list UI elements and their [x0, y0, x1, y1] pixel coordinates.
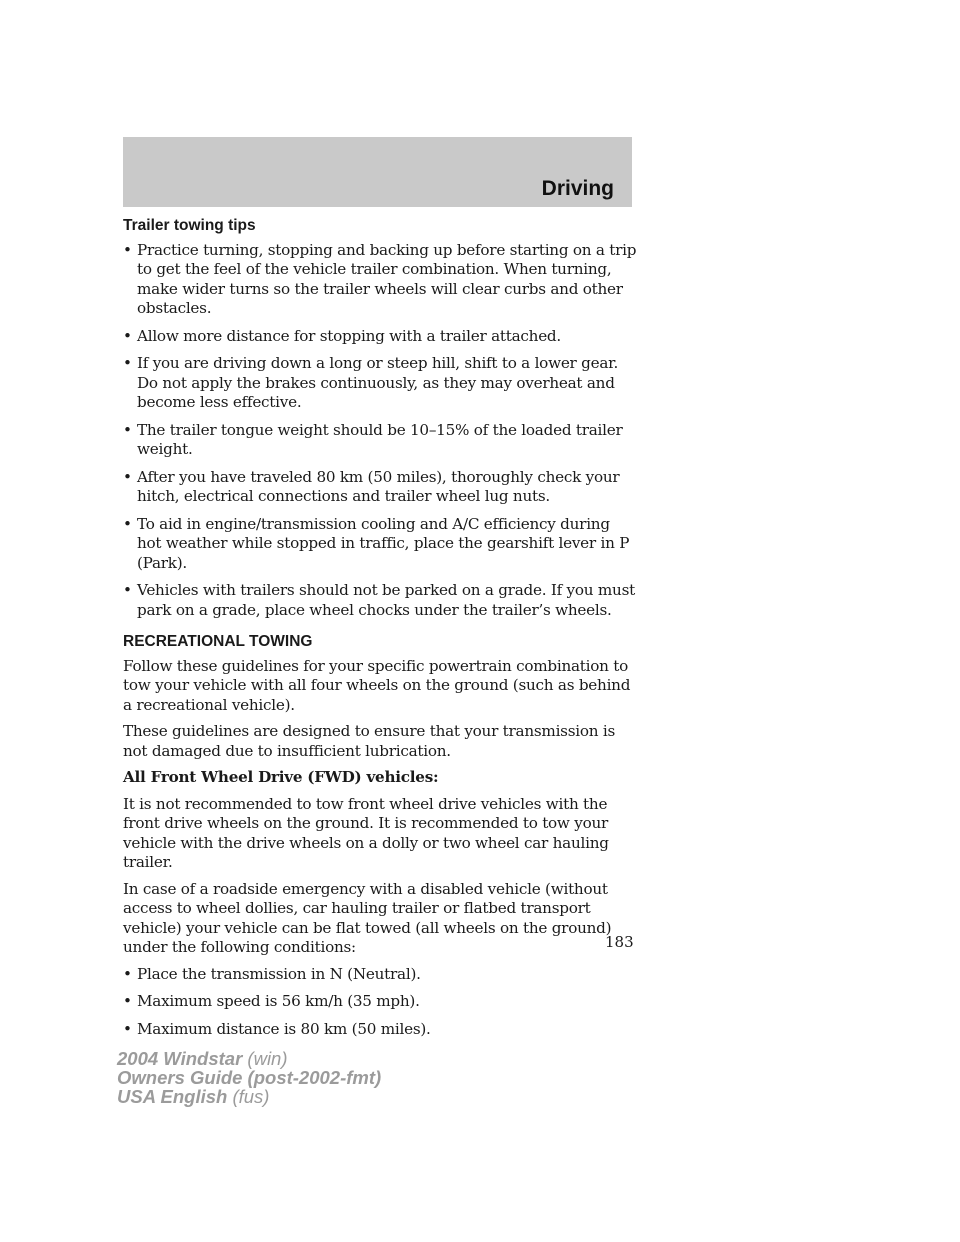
bullet-icon: • [123, 326, 132, 345]
bullet-icon: • [123, 354, 132, 372]
footer-line: Owners Guide (post-2002-fmt) [117, 1067, 382, 1088]
list-item: • Allow more distance for stopping with a trailer attached. [123, 326, 561, 345]
document-footer [117, 1049, 381, 1106]
list-item: • Practice turning, stopping and backing up before starting on a trip to get the feel of the vehicle trailer combination. When turning, make wider turns so the trailer wheels will clear curbs and other obstacles. [123, 240, 637, 317]
section-header-band [123, 137, 632, 207]
list-item: • Vehicles with trailers should not be parked on a grade. If you must park on a grade, place wheel chocks under the trailer’s wheels. [123, 581, 635, 619]
bullet-icon: • [123, 1019, 132, 1038]
bullet-icon: • [123, 420, 132, 439]
paragraph: It is not recommended to tow front wheel drive vehicles with the front drive wheels on the ground. It is recommended to tow your vehicle with the drive wheels on a dolly or two wheel car hauling trailer. [123, 794, 609, 871]
bullet-icon: • [123, 964, 132, 983]
list-item: • The trailer tongue weight should be 10–15% of the loaded trailer weight. [123, 420, 623, 458]
paragraph: These guidelines are designed to ensure that your transmission is not damaged due to insufficient lubrication. [123, 722, 616, 760]
trailer-tips-heading: Trailer towing tips [123, 217, 256, 234]
list-item: • To aid in engine/transmission cooling and A/C efficiency during hot weather while stopped in traffic, place the gearshift lever in P (Park). [123, 514, 630, 572]
list-item: • Place the transmission in N (Neutral). [123, 964, 421, 983]
paragraph: In case of a roadside emergency with a disabled vehicle (without access to wheel dollies, car hauling trailer or flatbed transport vehicle) your vehicle can be flat towed (all wheels on the ground) under the following conditions: [123, 879, 612, 956]
bullet-icon: • [123, 992, 132, 1010]
page-content [123, 216, 638, 1047]
fwd-heading: All Front Wheel Drive (FWD) vehicles: [123, 768, 439, 786]
paragraph: Follow these guidelines for your specific powertrain combination to tow your vehicle with all four wheels on the ground (such as behind a recreational vehicle). [123, 656, 631, 714]
bullet-icon: • [123, 467, 132, 486]
list-item: • After you have traveled 80 km (50 miles), thoroughly check your hitch, electrical connections and trailer wheel lug nuts. [123, 467, 620, 505]
footer-line: USA English (fus) [117, 1086, 270, 1107]
list-item: • Maximum distance is 80 km (50 miles). [123, 1019, 431, 1038]
section-title: Driving [541, 177, 614, 200]
page-number: 183 [605, 933, 634, 951]
bullet-icon: • [123, 581, 132, 599]
list-item: • Maximum speed is 56 km/h (35 mph). [123, 992, 420, 1010]
bullet-icon: • [123, 514, 132, 533]
bullet-icon: • [123, 240, 132, 259]
footer-line: 2004 Windstar (win) [117, 1048, 288, 1069]
recreational-towing-heading: RECREATIONAL TOWING [123, 633, 313, 650]
conditions-list [123, 965, 638, 1040]
trailer-tips-list [123, 241, 638, 621]
list-item: • If you are driving down a long or steep hill, shift to a lower gear. Do not apply the brakes continuously, as they may overheat and become less effective. [123, 354, 619, 411]
